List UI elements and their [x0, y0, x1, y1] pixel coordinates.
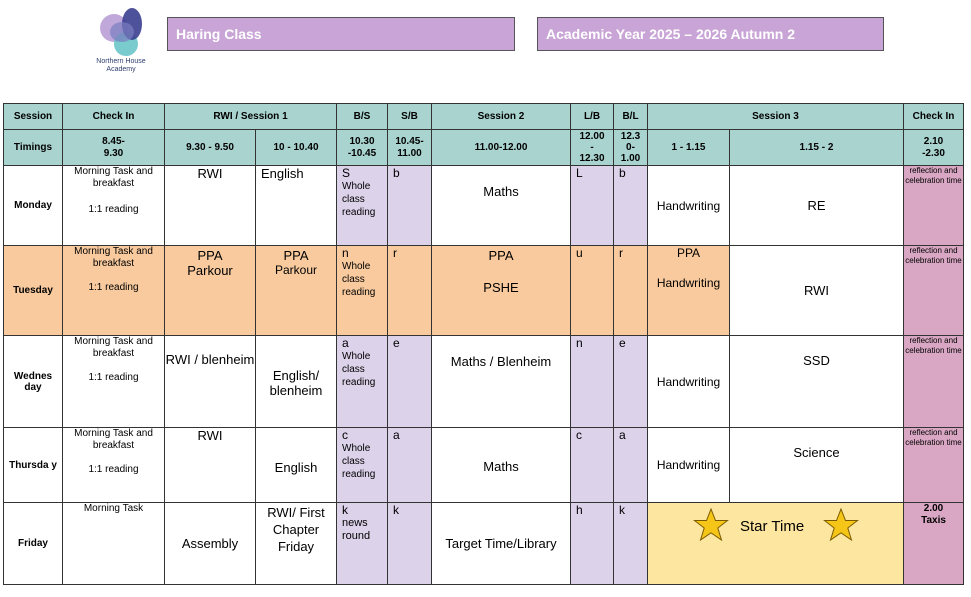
reading-text: 1:1 reading [88, 282, 139, 293]
s3a-line1: PPA [676, 246, 701, 260]
bs-letter: S [342, 166, 351, 180]
rwi2-cell: English [256, 428, 337, 503]
bs-cell [337, 503, 388, 585]
lb-cell: n [571, 336, 614, 428]
class-name-box: Haring Class [167, 17, 515, 51]
sb-cell: e [388, 336, 432, 428]
check-in-end-cell: reflection and celebration time [904, 428, 964, 503]
check-in-cell [63, 336, 165, 428]
s3b-cell: Science [730, 428, 904, 503]
col-lb: L/B [571, 104, 614, 130]
bs-cell [337, 428, 388, 503]
rwi2-cell: English/ blenheim [256, 336, 337, 428]
row-tuesday [4, 246, 964, 336]
timing-rwi2: 10 - 10.40 [256, 130, 337, 166]
lb-cell: L [571, 166, 614, 246]
day-label: Wednes day [4, 336, 63, 428]
bs-letter: k [342, 503, 348, 517]
rwi2-line1: PPA [283, 248, 309, 263]
timing-lb: 12.00 - 12.30 [571, 130, 614, 166]
bs-text: Whole class reading [342, 181, 376, 218]
reading-text: 1:1 reading [88, 204, 139, 215]
taxi-label: Taxis [921, 515, 946, 526]
star-time-cell [648, 503, 904, 585]
day-label: Monday [4, 166, 63, 246]
reading-text: 1:1 reading [88, 372, 139, 383]
rwi1-cell: RWI [165, 428, 256, 503]
logo-mark-icon [94, 6, 148, 58]
s3a-cell: Handwriting [648, 428, 730, 503]
bs-cell [337, 166, 388, 246]
timing-sb: 10.45- 11.00 [388, 130, 432, 166]
sb-cell: a [388, 428, 432, 503]
bl-cell: k [614, 503, 648, 585]
s3a-line2: Handwriting [656, 276, 721, 290]
bl-cell: e [614, 336, 648, 428]
s3b-cell: SSD [730, 336, 904, 428]
bs-letter: n [342, 246, 349, 260]
header-row [4, 104, 964, 130]
sb-cell: b [388, 166, 432, 246]
rwi1-cell: RWI / blenheim [165, 336, 256, 428]
check-in-text: Morning Task and breakfast [74, 166, 153, 189]
col-sb: S/B [388, 104, 432, 130]
rwi1-line1: PPA [197, 248, 223, 263]
academy-logo [86, 6, 156, 82]
day-label: Friday [4, 503, 63, 585]
rwi1-line2: Parkour [187, 263, 233, 278]
bs-letter: a [342, 336, 349, 350]
s3a-cell [648, 246, 730, 336]
col-bl: B/L [614, 104, 648, 130]
col-check-in-end: Check In [904, 104, 964, 130]
row-thursday [4, 428, 964, 503]
s3a-cell: Handwriting [648, 336, 730, 428]
s3b-cell: RWI [730, 246, 904, 336]
timetable [3, 103, 964, 585]
lb-cell: c [571, 428, 614, 503]
logo-text: Northern House Academy [96, 58, 146, 73]
bs-letter: c [342, 428, 348, 442]
bs-text: Whole class reading [342, 261, 376, 298]
timing-s3a: 1 - 1.15 [648, 130, 730, 166]
check-in-end-cell [904, 503, 964, 585]
check-in-cell: Morning Task [63, 503, 165, 585]
col-bs: B/S [337, 104, 388, 130]
bs-text: Whole class reading [342, 351, 376, 388]
check-in-cell [63, 166, 165, 246]
day-label: Tuesday [4, 246, 63, 336]
timings-row [4, 130, 964, 166]
bs-text: Whole class reading [342, 443, 376, 480]
bl-cell: a [614, 428, 648, 503]
timing-bl: 12.3 0- 1.00 [614, 130, 648, 166]
col-session3: Session 3 [648, 104, 904, 130]
row-wednesday [4, 336, 964, 428]
timing-session2: 11.00-12.00 [432, 130, 571, 166]
session2-cell: Target Time/Library [432, 503, 571, 585]
row-monday [4, 166, 964, 246]
check-in-cell [63, 428, 165, 503]
bl-cell: r [614, 246, 648, 336]
timing-check-in: 8.45- 9.30 [63, 130, 165, 166]
timing-check-in-end: 2.10 -2.30 [904, 130, 964, 166]
bs-text: news round [342, 517, 371, 542]
check-in-cell [63, 246, 165, 336]
rwi1-cell: Assembly [165, 503, 256, 585]
lb-cell: h [571, 503, 614, 585]
star-icon [693, 507, 729, 543]
bs-cell [337, 246, 388, 336]
check-in-end-cell: reflection and celebration time [904, 166, 964, 246]
session2-cell [432, 246, 571, 336]
row-friday [4, 503, 964, 585]
rwi2-cell: English [256, 166, 337, 246]
s3a-cell: Handwriting [648, 166, 730, 246]
timing-bs: 10.30 -10.45 [337, 130, 388, 166]
lb-cell: u [571, 246, 614, 336]
col-session2: Session 2 [432, 104, 571, 130]
session2-cell: Maths / Blenheim [432, 336, 571, 428]
timing-s3b: 1.15 - 2 [730, 130, 904, 166]
rwi2-line2: Parkour [274, 263, 318, 277]
timing-rwi1: 9.30 - 9.50 [165, 130, 256, 166]
academic-year-box: Academic Year 2025 – 2026 Autumn 2 [537, 17, 884, 51]
rwi2-cell [256, 246, 337, 336]
sb-cell: r [388, 246, 432, 336]
check-in-text: Morning Task and breakfast [74, 246, 153, 269]
timings-label: Timings [4, 130, 63, 166]
rwi1-cell [165, 246, 256, 336]
col-session: Session [4, 104, 63, 130]
rwi1-cell: RWI [165, 166, 256, 246]
check-in-text: Morning Task and breakfast [74, 428, 153, 451]
check-in-text: Morning Task and breakfast [74, 336, 153, 359]
day-label: Thursda y [4, 428, 63, 503]
s3b-cell: RE [730, 166, 904, 246]
sb-cell: k [388, 503, 432, 585]
rwi2-cell: RWI/ First Chapter Friday [256, 503, 337, 585]
taxi-time: 2.00 [923, 503, 944, 514]
star-time-label: Star Time [740, 518, 805, 535]
col-check-in: Check In [63, 104, 165, 130]
check-in-end-cell: reflection and celebration time [904, 246, 964, 336]
session2-cell: Maths [432, 428, 571, 503]
star-icon [823, 507, 859, 543]
session2-line2: PSHE [483, 280, 519, 295]
col-rwi-session1: RWI / Session 1 [165, 104, 337, 130]
reading-text: 1:1 reading [88, 464, 139, 475]
bl-cell: b [614, 166, 648, 246]
session2-cell: Maths [432, 166, 571, 246]
check-in-end-cell: reflection and celebration time [904, 336, 964, 428]
bs-cell [337, 336, 388, 428]
session2-line1: PPA [488, 248, 514, 263]
